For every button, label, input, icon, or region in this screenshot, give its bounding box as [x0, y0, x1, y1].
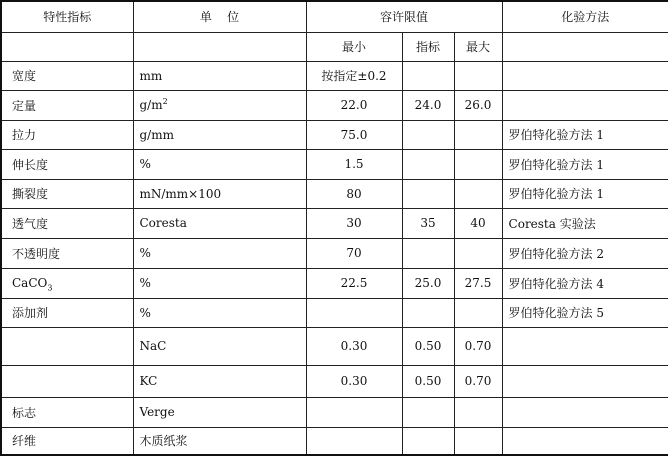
- header-row-1: [1, 1, 668, 32]
- table-row: [1, 365, 668, 397]
- property-cell: 伸长度: [1, 149, 133, 179]
- min-cell: 75.0: [306, 120, 402, 149]
- header-empty-cell: [1, 32, 133, 61]
- table-row: [1, 90, 668, 120]
- table-row: [1, 268, 668, 298]
- unit-cell: %: [133, 149, 306, 179]
- table-row: [1, 397, 668, 427]
- min-cell: 22.0: [306, 90, 402, 120]
- target-cell: 25.0: [402, 268, 454, 298]
- property-base: CaCO: [12, 276, 48, 290]
- table-row: [1, 208, 668, 238]
- table-row: [1, 120, 668, 149]
- unit-cell: %: [133, 268, 306, 298]
- unit-base: g/m: [139, 98, 163, 112]
- unit-cell: KC: [133, 365, 306, 397]
- max-cell: [454, 149, 502, 179]
- property-cell: 拉力: [1, 120, 133, 149]
- table-row: [1, 238, 668, 268]
- property-cell: 添加剂: [1, 298, 133, 327]
- property-cell: 撕裂度: [1, 179, 133, 208]
- header-max: 最大: [454, 32, 502, 61]
- method-cell: [502, 427, 668, 455]
- max-cell: [454, 427, 502, 455]
- max-cell: 27.5: [454, 268, 502, 298]
- method-cell: 罗伯特化验方法 2: [502, 238, 668, 268]
- method-cell: [502, 327, 668, 365]
- max-cell: 0.70: [454, 327, 502, 365]
- method-cell: [502, 365, 668, 397]
- table-row: [1, 179, 668, 208]
- property-cell: [1, 365, 133, 397]
- min-cell: 0.30: [306, 327, 402, 365]
- target-cell: [402, 179, 454, 208]
- header-row-2: [1, 32, 668, 61]
- unit-cell: Coresta: [133, 208, 306, 238]
- target-cell: 0.50: [402, 327, 454, 365]
- property-subscript: 3: [47, 283, 53, 293]
- method-cell: [502, 397, 668, 427]
- target-cell: [402, 61, 454, 90]
- min-cell: 1.5: [306, 149, 402, 179]
- min-cell: 80: [306, 179, 402, 208]
- header-method: 化验方法: [502, 1, 668, 32]
- table-row: [1, 61, 668, 90]
- table-row: [1, 427, 668, 455]
- property-cell: [1, 268, 133, 298]
- header-empty-cell: [133, 32, 306, 61]
- unit-cell: mm: [133, 61, 306, 90]
- min-cell: 22.5: [306, 268, 402, 298]
- property-cell: [1, 327, 133, 365]
- min-cell: 70: [306, 238, 402, 268]
- unit-superscript: 2: [162, 97, 168, 106]
- max-cell: [454, 397, 502, 427]
- header-target: 指标: [402, 32, 454, 61]
- max-cell: 26.0: [454, 90, 502, 120]
- property-cell: 定量: [1, 90, 133, 120]
- method-cell: 罗伯特化验方法 1: [502, 120, 668, 149]
- table-row: [1, 149, 668, 179]
- target-cell: 0.50: [402, 365, 454, 397]
- target-cell: [402, 238, 454, 268]
- property-cell: 宽度: [1, 61, 133, 90]
- property-cell: 透气度: [1, 208, 133, 238]
- method-cell: 罗伯特化验方法 5: [502, 298, 668, 327]
- target-cell: [402, 298, 454, 327]
- max-cell: [454, 298, 502, 327]
- header-tolerance: 容许限值: [306, 1, 502, 32]
- target-cell: 35: [402, 208, 454, 238]
- header-property: 特性指标: [1, 1, 133, 32]
- min-cell: [306, 298, 402, 327]
- unit-cell: Verge: [133, 397, 306, 427]
- unit-cell: NaC: [133, 327, 306, 365]
- min-cell: 0.30: [306, 365, 402, 397]
- target-cell: 24.0: [402, 90, 454, 120]
- unit-cell: %: [133, 238, 306, 268]
- method-cell: 罗伯特化验方法 4: [502, 268, 668, 298]
- header-min: 最小: [306, 32, 402, 61]
- method-cell: [502, 61, 668, 90]
- min-cell: 30: [306, 208, 402, 238]
- unit-cell: [133, 90, 306, 120]
- target-cell: [402, 120, 454, 149]
- max-cell: [454, 61, 502, 90]
- unit-cell: 木质纸浆: [133, 427, 306, 455]
- header-unit: 单 位: [133, 1, 306, 32]
- property-cell: 不透明度: [1, 238, 133, 268]
- min-cell: [306, 427, 402, 455]
- property-cell: 纤维: [1, 427, 133, 455]
- max-cell: [454, 238, 502, 268]
- min-cell: [306, 397, 402, 427]
- max-cell: 0.70: [454, 365, 502, 397]
- unit-cell: g/mm: [133, 120, 306, 149]
- max-cell: [454, 120, 502, 149]
- min-cell: 按指定±0.2: [306, 61, 402, 90]
- unit-cell: mN/mm×100: [133, 179, 306, 208]
- method-cell: 罗伯特化验方法 1: [502, 149, 668, 179]
- max-cell: 40: [454, 208, 502, 238]
- method-cell: 罗伯特化验方法 1: [502, 179, 668, 208]
- target-cell: [402, 427, 454, 455]
- table-row: [1, 327, 668, 365]
- method-cell: Coresta 实验法: [502, 208, 668, 238]
- target-cell: [402, 149, 454, 179]
- target-cell: [402, 397, 454, 427]
- table-row: [1, 298, 668, 327]
- max-cell: [454, 179, 502, 208]
- method-cell: [502, 90, 668, 120]
- unit-cell: %: [133, 298, 306, 327]
- header-empty-cell: [502, 32, 668, 61]
- property-cell: 标志: [1, 397, 133, 427]
